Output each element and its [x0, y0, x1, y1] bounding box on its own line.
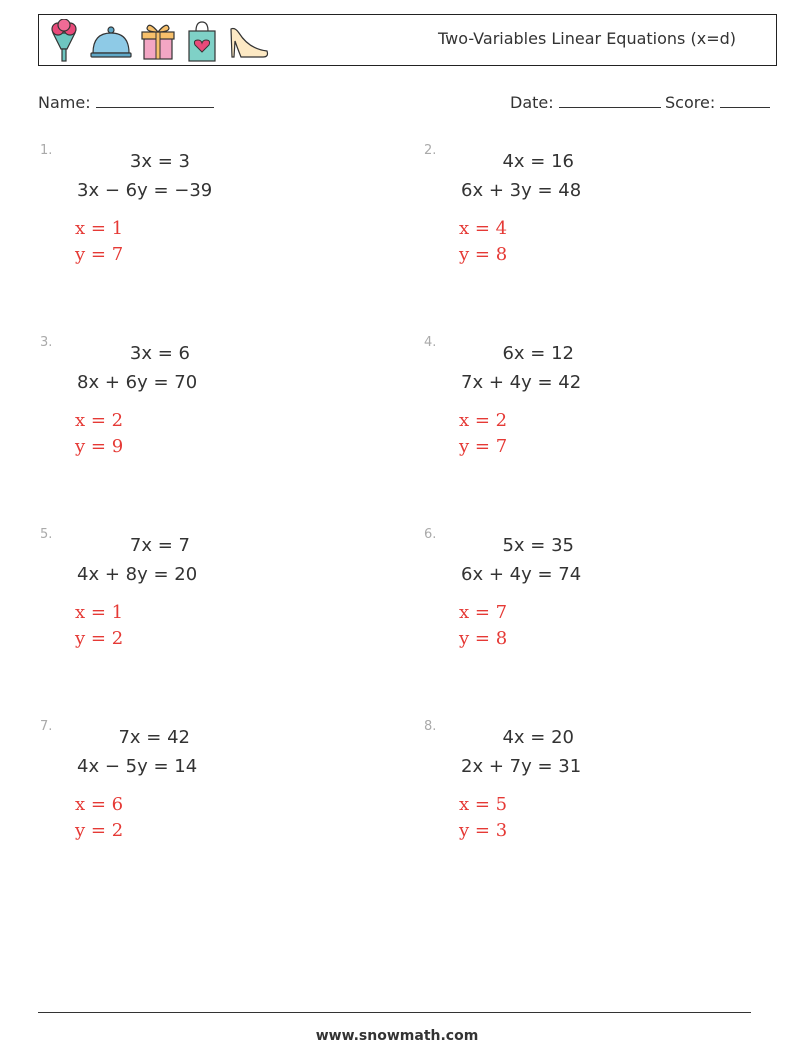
- answer-x: x = 1: [75, 602, 124, 623]
- problem-3: [40, 335, 340, 475]
- shopping-bag-heart-icon: [183, 19, 221, 63]
- problem-number: 3.: [40, 335, 53, 350]
- name-blank[interactable]: [96, 93, 214, 108]
- problem-number: 8.: [424, 719, 437, 734]
- equation-1: 7x = 7: [129, 535, 190, 556]
- equation-2: 3x − 6y = −39: [77, 180, 213, 201]
- answer-x: x = 1: [75, 218, 124, 239]
- worksheet-title: Two-Variables Linear Equations (x=d): [438, 29, 736, 48]
- date-blank[interactable]: [559, 93, 661, 108]
- answer-x: x = 4: [459, 218, 508, 239]
- score-label: Score:: [665, 93, 716, 112]
- equation-1: 5x = 35: [502, 535, 574, 556]
- answer-y: y = 3: [459, 820, 508, 841]
- problem-2: [424, 143, 724, 283]
- name-label: Name:: [38, 93, 91, 112]
- score-field: [665, 93, 770, 112]
- equation-1: 6x = 12: [502, 343, 574, 364]
- gift-box-icon: [139, 19, 177, 63]
- equation-2: 4x + 8y = 20: [77, 564, 198, 585]
- answer-y: y = 9: [75, 436, 124, 457]
- header-icons: [45, 19, 271, 63]
- equation-2: 8x + 6y = 70: [77, 372, 198, 393]
- problem-8: [424, 719, 724, 859]
- answer-y: y = 7: [75, 244, 124, 265]
- footer-divider: [38, 1012, 751, 1013]
- date-label: Date:: [510, 93, 554, 112]
- answer-x: x = 7: [459, 602, 508, 623]
- equation-1: 4x = 16: [502, 151, 574, 172]
- equation-1: 3x = 6: [129, 343, 190, 364]
- answer-y: y = 2: [75, 628, 124, 649]
- problem-number: 4.: [424, 335, 437, 350]
- problem-7: [40, 719, 340, 859]
- problem-number: 7.: [40, 719, 53, 734]
- equation-2: 2x + 7y = 31: [461, 756, 582, 777]
- problem-number: 2.: [424, 143, 437, 158]
- equation-1: 7x = 42: [118, 727, 190, 748]
- problem-number: 6.: [424, 527, 437, 542]
- serving-cloche-icon: [89, 19, 133, 63]
- high-heel-shoe-icon: [227, 19, 271, 63]
- problem-6: [424, 527, 724, 667]
- equation-2: 6x + 3y = 48: [461, 180, 582, 201]
- equation-1: 3x = 3: [129, 151, 190, 172]
- problem-number: 1.: [40, 143, 53, 158]
- worksheet-header: [38, 14, 777, 66]
- answer-x: x = 5: [459, 794, 508, 815]
- bouquet-icon: [45, 19, 83, 63]
- answer-y: y = 7: [459, 436, 508, 457]
- answer-y: y = 8: [459, 244, 508, 265]
- answer-y: y = 8: [459, 628, 508, 649]
- problem-4: [424, 335, 724, 475]
- date-field: [510, 93, 661, 112]
- problem-number: 5.: [40, 527, 53, 542]
- problem-5: [40, 527, 340, 667]
- equation-2: 6x + 4y = 74: [461, 564, 582, 585]
- answer-x: x = 2: [459, 410, 508, 431]
- equation-1: 4x = 20: [502, 727, 574, 748]
- name-field: [38, 93, 214, 112]
- answer-x: x = 2: [75, 410, 124, 431]
- score-blank[interactable]: [720, 93, 770, 108]
- problem-1: [40, 143, 340, 283]
- equation-2: 7x + 4y = 42: [461, 372, 582, 393]
- equation-2: 4x − 5y = 14: [77, 756, 198, 777]
- answer-y: y = 2: [75, 820, 124, 841]
- answer-x: x = 6: [75, 794, 124, 815]
- footer-url[interactable]: www.snowmath.com: [315, 1028, 479, 1044]
